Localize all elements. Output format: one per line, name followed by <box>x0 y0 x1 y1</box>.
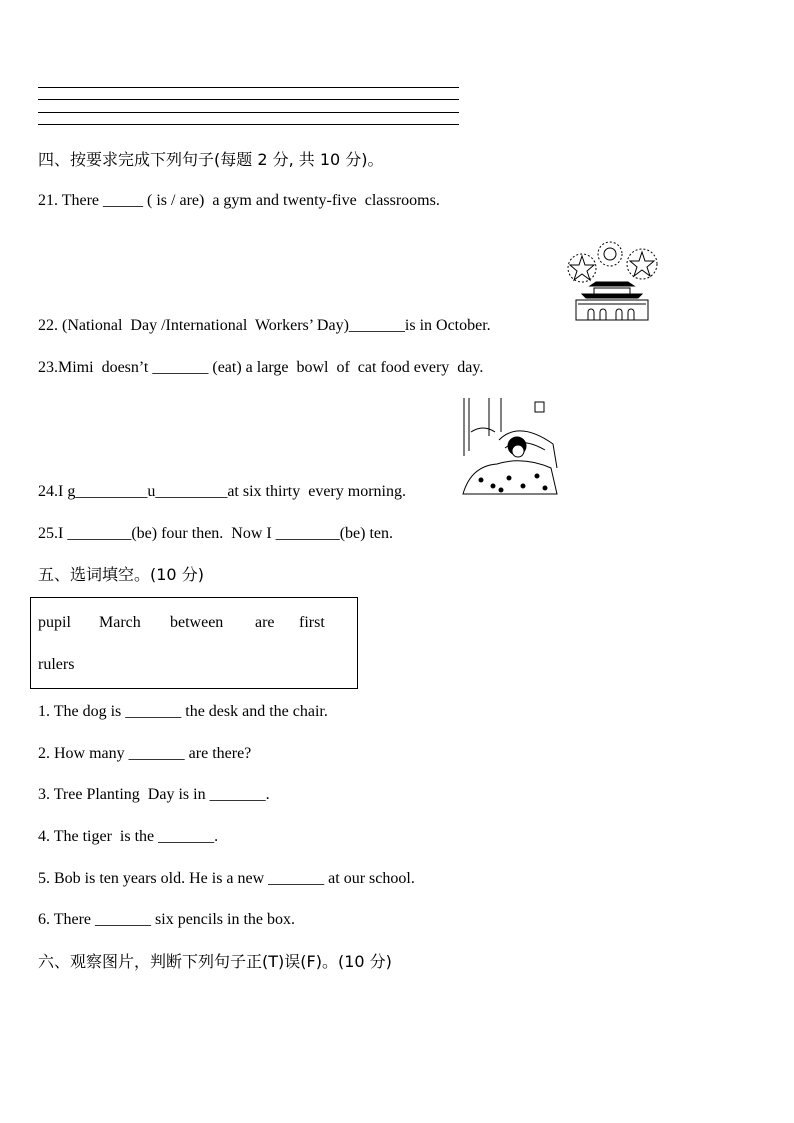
section6-heading: 六、观察图片，判断下列句子正(T)误(F)。(10 分) <box>38 952 392 971</box>
fill-item: 4. The tiger is the _______. <box>38 828 219 845</box>
girl-in-bed-illustration <box>461 396 559 498</box>
answer-line <box>38 99 459 100</box>
question-21: 21. There _____ ( is / are) a gym and twenty-five classrooms. <box>38 192 440 209</box>
question-22: 22. (National Day /International Workers’ Day)_______is in October. <box>38 317 491 334</box>
question-25: 25.I ________(be) four then. Now I ________(be) ten. <box>38 525 394 542</box>
answer-line <box>38 112 459 113</box>
word-bank-word: first <box>299 614 325 631</box>
question-23: 23.Mimi doesn’t _______ (eat) a large bowl of cat food every day. <box>38 359 484 376</box>
word-bank-word: pupil <box>38 614 71 631</box>
word-bank-word: March <box>99 614 141 631</box>
fill-item: 6. There _______ six pencils in the box. <box>38 911 295 928</box>
word-bank-box <box>30 597 358 689</box>
word-bank-word: rulers <box>38 656 75 673</box>
fill-item: 1. The dog is _______ the desk and the chair. <box>38 703 328 720</box>
section5-heading: 五、选词填空。(10 分) <box>38 565 204 584</box>
word-bank-word: are <box>255 614 275 631</box>
fill-item: 3. Tree Planting Day is in _______. <box>38 786 270 803</box>
word-bank-word: between <box>170 614 224 631</box>
section4-heading: 四、按要求完成下列句子(每题 2 分, 共 10 分)。 <box>38 150 384 169</box>
answer-line <box>38 124 459 125</box>
fill-item: 5. Bob is ten years old. He is a new _______ at our school. <box>38 870 415 887</box>
question-24: 24.I g_________u_________at six thirty every morning. <box>38 483 406 500</box>
tiananmen-fireworks-illustration <box>560 238 664 326</box>
answer-line <box>38 87 459 88</box>
fill-item: 2. How many _______ are there? <box>38 745 252 762</box>
